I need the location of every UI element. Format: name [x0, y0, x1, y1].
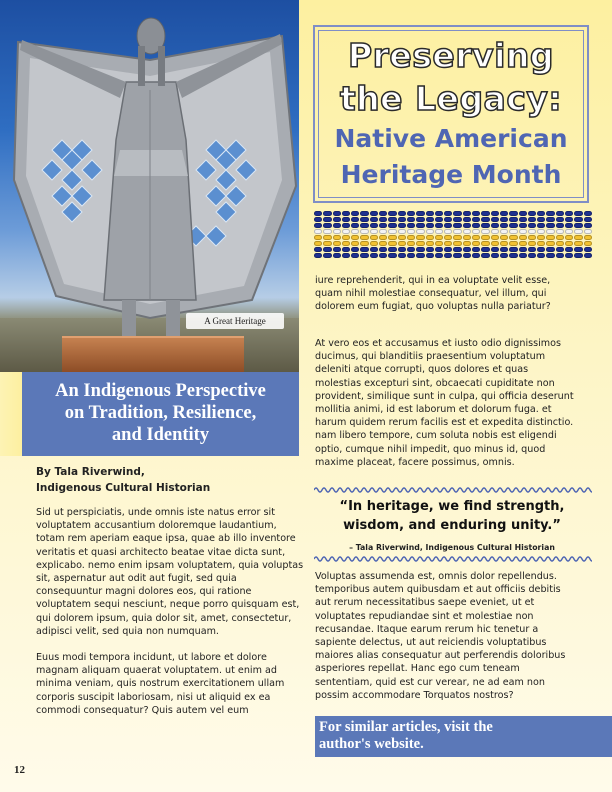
bead	[565, 247, 573, 252]
bead	[323, 229, 331, 234]
bead	[379, 229, 387, 234]
bead	[546, 211, 554, 216]
bead	[370, 235, 378, 240]
bead	[435, 241, 443, 246]
bead	[565, 223, 573, 228]
bead-row	[314, 253, 592, 258]
bead	[509, 241, 517, 246]
bead	[426, 223, 434, 228]
byline-role: Indigenous Cultural Historian	[36, 482, 211, 494]
bead	[453, 223, 461, 228]
bead	[500, 223, 508, 228]
bead	[574, 247, 582, 252]
bead	[388, 211, 396, 216]
bead	[556, 229, 564, 234]
bead	[528, 217, 536, 222]
bead	[472, 235, 480, 240]
bead	[370, 253, 378, 258]
bead	[379, 241, 387, 246]
bead	[574, 241, 582, 246]
bead	[565, 241, 573, 246]
bead	[584, 247, 592, 252]
bead	[351, 235, 359, 240]
bead	[509, 229, 517, 234]
bead	[314, 229, 322, 234]
bead	[388, 253, 396, 258]
bead	[472, 253, 480, 258]
bead	[435, 235, 443, 240]
title-box	[313, 25, 589, 203]
quote-divider-bottom	[314, 555, 592, 563]
bead	[472, 229, 480, 234]
bead	[388, 229, 396, 234]
bead	[519, 253, 527, 258]
bead	[407, 229, 415, 234]
bead	[584, 217, 592, 222]
bead	[351, 211, 359, 216]
bead	[360, 235, 368, 240]
left-column	[36, 506, 304, 730]
bead	[584, 241, 592, 246]
bead	[416, 229, 424, 234]
bead	[379, 253, 387, 258]
bead	[333, 211, 341, 216]
bead	[584, 223, 592, 228]
bead	[481, 211, 489, 216]
bead	[519, 247, 527, 252]
bead	[574, 229, 582, 234]
bead	[435, 247, 443, 252]
bead	[584, 211, 592, 216]
bead	[360, 253, 368, 258]
bead	[509, 223, 517, 228]
bead	[426, 235, 434, 240]
bead	[574, 217, 582, 222]
bead	[463, 235, 471, 240]
bead	[472, 211, 480, 216]
bead	[556, 241, 564, 246]
quote-attribution: – Tala Riverwind, Indigenous Cultural Historian	[349, 543, 555, 552]
bead	[314, 217, 322, 222]
bead	[407, 247, 415, 252]
bead	[491, 241, 499, 246]
bead	[379, 217, 387, 222]
bead	[463, 211, 471, 216]
quote-divider-top	[314, 486, 592, 494]
bead	[342, 241, 350, 246]
bead	[407, 241, 415, 246]
quote-line-1: “In heritage, we find strength,	[339, 499, 565, 514]
bead	[407, 211, 415, 216]
bead	[500, 217, 508, 222]
bead	[323, 247, 331, 252]
bead	[398, 235, 406, 240]
bead	[584, 235, 592, 240]
bead	[500, 229, 508, 234]
bead	[398, 241, 406, 246]
bead	[444, 253, 452, 258]
bead	[481, 223, 489, 228]
bead	[426, 211, 434, 216]
bead	[435, 229, 443, 234]
bead	[528, 247, 536, 252]
bead	[556, 211, 564, 216]
right-paragraph-3: Voluptas assumenda est, omnis dolor repellendus. temporibus autem quibusdam et aut officiis debitis aut rerum necessitatibus saepe eveniet, ut et voluptates repudiandae sint et molestiae non recusandae. Itaque earum rerum hic tenetur a sapiente delectus, ut aut reiciendis voluptatibus maiores alias consequatur aut perferendis doloribus asperiores repellat. Hanc ego cum teneam sententiam, quid est cur verear, ne ad eam non possim accommodare Torquatos nostros?	[315, 571, 566, 701]
bead	[574, 253, 582, 258]
bead	[509, 217, 517, 222]
bead	[333, 241, 341, 246]
bead	[519, 217, 527, 222]
bead	[379, 223, 387, 228]
bead	[453, 217, 461, 222]
bead	[342, 229, 350, 234]
bead	[463, 241, 471, 246]
bead	[407, 253, 415, 258]
bead	[379, 211, 387, 216]
bead	[323, 253, 331, 258]
cta-line-2: author's website.	[319, 736, 424, 752]
bead	[351, 253, 359, 258]
bead	[407, 223, 415, 228]
bead	[463, 223, 471, 228]
bead-row	[314, 235, 592, 240]
bead	[500, 253, 508, 258]
bead	[351, 217, 359, 222]
bead	[388, 241, 396, 246]
bead	[323, 223, 331, 228]
bead	[546, 229, 554, 234]
bead	[537, 211, 545, 216]
left-paragraph-1: Sid ut perspiciatis, unde omnis iste natus error sit voluptatem accusantium doloremque laudantium, totam rem aperiam eaque ipsa, quae ab illo inventore veritatis et quasi architecto beatae vitae dicta sunt, explicabo. nemo enim ipsam voluptatem, quia voluptas sit, aspernatur aut odit aut fugit, sed quia consequuntur magni dolores eos, qui ratione voluptatem sequi nesciunt, neque porro quisquam est, qui dolorem ipsum, quia dolor sit, amet, consectetur, adipisci velit, sed quia non numquam.	[36, 507, 304, 637]
author-website-link[interactable]	[315, 716, 612, 757]
bead-row	[314, 241, 592, 246]
bead	[360, 229, 368, 234]
bead	[416, 247, 424, 252]
bead	[453, 229, 461, 234]
bead	[491, 217, 499, 222]
bead	[453, 235, 461, 240]
bead	[426, 247, 434, 252]
bead	[370, 217, 378, 222]
bead	[426, 229, 434, 234]
bead	[584, 253, 592, 258]
bead	[351, 247, 359, 252]
bead	[556, 253, 564, 258]
bead	[351, 241, 359, 246]
bead	[416, 211, 424, 216]
bead	[342, 253, 350, 258]
bead	[537, 253, 545, 258]
bead	[546, 241, 554, 246]
bead	[519, 211, 527, 216]
bead	[333, 217, 341, 222]
bead	[398, 247, 406, 252]
left-paragraph-2: Euus modi tempora incidunt, ut labore et dolore magnam aliquam quaerat voluptatem. ut enim ad minima veniam, quis nostrum exercitationem ullam corporis suscipit laboriosam, nisi ut aliquid ex ea commodi consequatur? Quis autem vel eum	[36, 652, 285, 716]
bead	[323, 235, 331, 240]
bead	[370, 241, 378, 246]
bead	[370, 223, 378, 228]
bead	[407, 217, 415, 222]
bead	[444, 211, 452, 216]
bead	[398, 223, 406, 228]
bead	[528, 235, 536, 240]
bead	[481, 229, 489, 234]
bead	[323, 217, 331, 222]
banner-line-3: and Identity	[111, 425, 210, 445]
bead	[472, 217, 480, 222]
title-line-1: Preserving	[347, 36, 555, 75]
bead	[472, 241, 480, 246]
bead	[444, 223, 452, 228]
bead	[416, 223, 424, 228]
banner-line-1: An Indigenous Perspective	[55, 381, 266, 401]
bead	[509, 211, 517, 216]
bead	[407, 235, 415, 240]
bead	[481, 247, 489, 252]
bead	[398, 211, 406, 216]
bead	[342, 211, 350, 216]
page-title	[315, 34, 587, 120]
bead	[519, 223, 527, 228]
bead	[546, 253, 554, 258]
bead	[379, 247, 387, 252]
bead	[360, 223, 368, 228]
bead	[481, 241, 489, 246]
bead	[565, 229, 573, 234]
bead	[519, 235, 527, 240]
right-paragraph-1: iure reprehenderit, qui in ea voluptate velit esse, quam nihil molestiae consequatur, vel illum, qui dolorem eum fugiat, quo voluptas nulla pariatur?	[315, 275, 551, 313]
bead	[519, 229, 527, 234]
bead	[537, 217, 545, 222]
bead	[333, 229, 341, 234]
banner-line-2: on Tradition, Resilience,	[64, 403, 257, 423]
bead	[314, 241, 322, 246]
beadwork-band	[314, 211, 592, 261]
bead	[491, 247, 499, 252]
bead-row	[314, 211, 592, 216]
bead	[333, 247, 341, 252]
bead	[491, 253, 499, 258]
bead	[500, 235, 508, 240]
bead	[333, 223, 341, 228]
bead	[398, 229, 406, 234]
bead	[444, 235, 452, 240]
cta-line-1: For similar articles, visit the	[319, 719, 493, 735]
bead	[584, 229, 592, 234]
bead	[463, 253, 471, 258]
bead	[574, 211, 582, 216]
subtitle-line-2: Heritage Month	[340, 160, 562, 189]
bead	[351, 229, 359, 234]
bead	[342, 217, 350, 222]
bead	[435, 211, 443, 216]
bead	[323, 241, 331, 246]
bead-row	[314, 223, 592, 228]
bead	[565, 253, 573, 258]
bead	[574, 235, 582, 240]
bead	[444, 229, 452, 234]
bead	[435, 253, 443, 258]
bead	[314, 235, 322, 240]
bead	[416, 241, 424, 246]
bead	[528, 241, 536, 246]
bead	[398, 217, 406, 222]
bead	[537, 223, 545, 228]
bead	[491, 223, 499, 228]
bead	[351, 223, 359, 228]
bead	[519, 241, 527, 246]
bead	[360, 217, 368, 222]
bead	[537, 241, 545, 246]
bead	[491, 229, 499, 234]
quote-line-2: wisdom, and enduring unity.”	[343, 518, 561, 533]
bead	[537, 247, 545, 252]
bead	[435, 223, 443, 228]
bead	[435, 217, 443, 222]
bead	[565, 211, 573, 216]
bead	[388, 247, 396, 252]
bead	[342, 223, 350, 228]
bead	[444, 241, 452, 246]
bead	[500, 247, 508, 252]
bead	[453, 241, 461, 246]
page-subtitle	[315, 121, 587, 193]
bead	[500, 211, 508, 216]
title-line-2: the Legacy:	[339, 79, 563, 118]
bead	[453, 247, 461, 252]
bead	[500, 241, 508, 246]
bead	[463, 229, 471, 234]
bead	[491, 211, 499, 216]
bead	[416, 235, 424, 240]
bead	[574, 223, 582, 228]
bead	[537, 235, 545, 240]
banner-edge	[0, 372, 22, 456]
bead	[556, 235, 564, 240]
bead	[370, 229, 378, 234]
bead	[481, 235, 489, 240]
bead	[546, 223, 554, 228]
bead	[379, 235, 387, 240]
bead	[333, 253, 341, 258]
bead	[509, 235, 517, 240]
bead	[481, 217, 489, 222]
bead	[509, 247, 517, 252]
bead-row	[314, 247, 592, 252]
bead	[416, 217, 424, 222]
bead	[546, 235, 554, 240]
bead	[416, 253, 424, 258]
bead	[370, 211, 378, 216]
article-subtitle-banner	[22, 372, 299, 456]
bead	[453, 211, 461, 216]
bead	[444, 217, 452, 222]
bead	[426, 217, 434, 222]
bead	[426, 241, 434, 246]
bead	[314, 247, 322, 252]
bead	[333, 235, 341, 240]
bead	[528, 253, 536, 258]
bead	[314, 253, 322, 258]
byline-author: By Tala Riverwind,	[36, 466, 145, 478]
bead	[537, 229, 545, 234]
bead	[556, 217, 564, 222]
bead	[398, 253, 406, 258]
bead	[481, 253, 489, 258]
bead	[556, 247, 564, 252]
bead	[314, 211, 322, 216]
page-number: 12	[14, 764, 25, 776]
bead	[444, 247, 452, 252]
byline	[36, 464, 286, 496]
right-paragraph-2: At vero eos et accusamus et iusto odio dignissimos ducimus, qui blanditiis praesentium voluptatum deleniti atque corrupti, quos dolores et quas molestias excepturi sint, obcaecati cupiditate non provident, similique sunt in culpa, qui officia deserunt mollitia animi, id est laborum et dolorum fuga. et harum quidem rerum facilis est et expedita distinctio. nam libero tempore, cum soluta nobis est eligendi optio, cumque nihil impedit, quo minus id, quod maxime placeat, facere possimus, omnis.	[315, 338, 574, 468]
bead	[472, 223, 480, 228]
bead	[360, 241, 368, 246]
bead	[546, 247, 554, 252]
bead-row	[314, 229, 592, 234]
bead	[565, 217, 573, 222]
bead	[360, 247, 368, 252]
bead	[453, 253, 461, 258]
bead	[360, 211, 368, 216]
bead-row	[314, 217, 592, 222]
bead	[472, 247, 480, 252]
bead	[342, 235, 350, 240]
bead	[323, 211, 331, 216]
subtitle-line-1: Native American	[334, 124, 568, 153]
bead	[528, 211, 536, 216]
bead	[342, 247, 350, 252]
bead	[528, 223, 536, 228]
bead	[388, 217, 396, 222]
bead	[426, 253, 434, 258]
bead	[565, 235, 573, 240]
bead	[528, 229, 536, 234]
bead	[556, 223, 564, 228]
bead	[491, 235, 499, 240]
bead	[388, 223, 396, 228]
bead	[463, 247, 471, 252]
bead	[509, 253, 517, 258]
bead	[370, 247, 378, 252]
bead	[546, 217, 554, 222]
bead	[314, 223, 322, 228]
bead	[463, 217, 471, 222]
photo-caption: A Great Heritage	[186, 313, 284, 329]
bead	[388, 235, 396, 240]
pull-quote	[320, 497, 584, 535]
